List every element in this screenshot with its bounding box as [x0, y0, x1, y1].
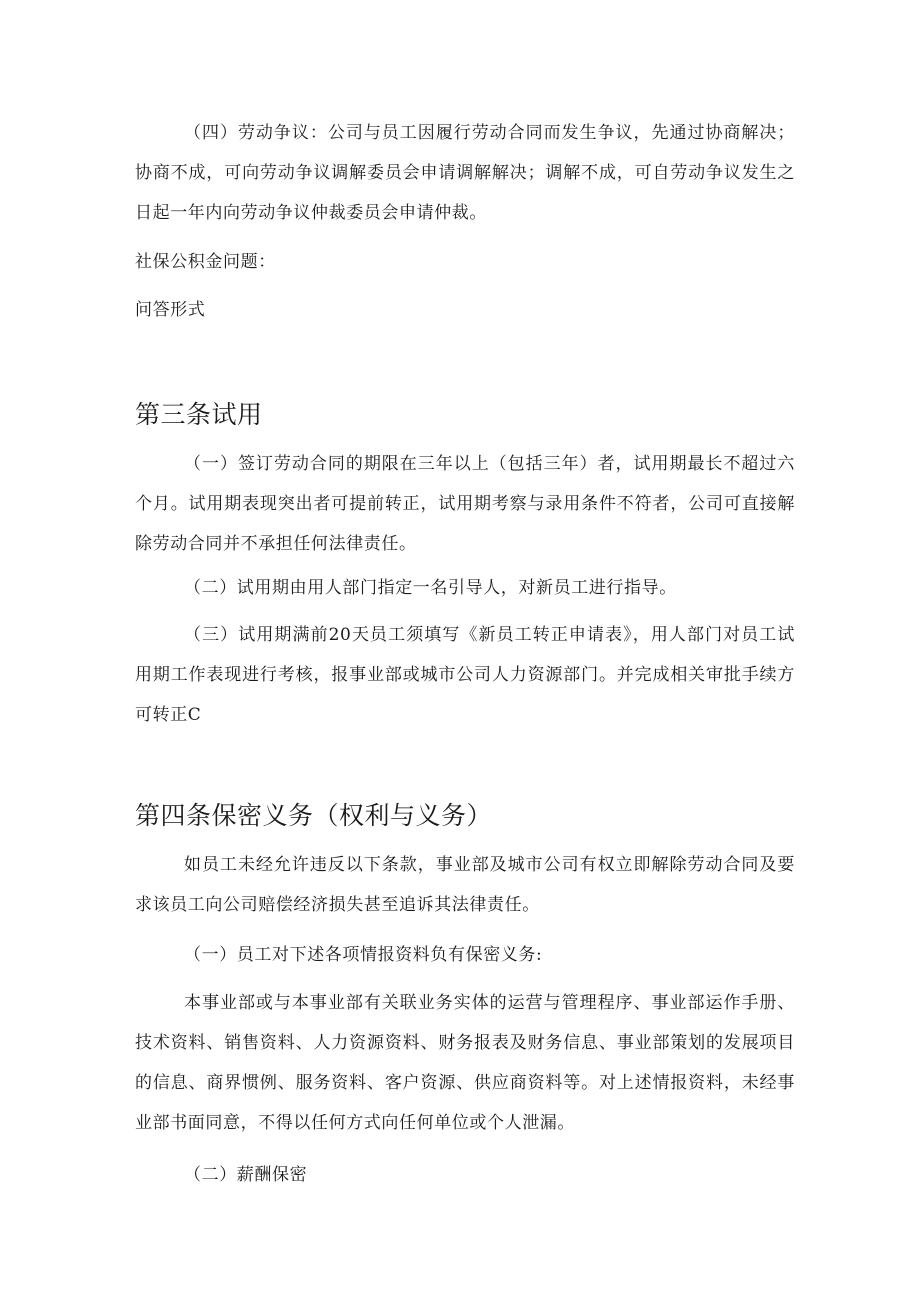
paragraph-social-security-title: 社保公积金问题：: [135, 252, 276, 272]
article3-item1: （一）签订劳动合同的期限在三年以上（包括三年）者，试用期最长不超过六个月。试用期表现突出者可提前转正，试用期考察与录用条件不符者，公司可直接解除劳动合同并不承担任何法律责任。: [135, 454, 795, 554]
article3-item2: （二）试用期由用人部门指定一名引导人，对新员工进行指导。: [184, 578, 677, 598]
article4-item2: （二）薪酬保密: [184, 1165, 308, 1185]
article4-heading: 第四条保密义务（权利与义务）: [135, 801, 493, 830]
paragraph-labor-dispute: （四）劳动争议：公司与员工因履行劳动合同而发生争议，先通过协商解决；协商不成，可向劳动争议调解委员会申请调解解决；调解不成，可自劳动争议发生之日起一年内向劳动争议仲裁委员会申请仲裁。: [135, 123, 795, 223]
article3-item3: （三）试用期满前20天员工须填写《新员工转正申请表》，用人部门对员工试用期工作表现进行考核，报事业部或城市公司人力资源部门。并完成相关审批手续方可转正C: [135, 625, 795, 725]
article4-intro: 如员工未经允许违反以下条款，事业部及城市公司有权立即解除劳动合同及要求该员工向公司赔偿经济损失甚至追诉其法律责任。: [135, 855, 795, 915]
article3-heading: 第三条试用: [135, 400, 263, 429]
article4-item1: （一）员工对下述各项情报资料负有保密义务:: [184, 945, 543, 965]
article4-item1-detail: 本事业部或与本事业部有关联业务实体的运营与管理程序、事业部运作手册、技术资料、销售资料、人力资源资料、财务报表及财务信息、事业部策划的发展项目的信息、商界惯例、服务资料、客户资源、供应商资料等。对上述情报资料，未经事业部书面同意，不得以任何方式向任何单位或个人泄漏。: [135, 993, 795, 1133]
paragraph-qa-format: 问答形式: [135, 300, 206, 320]
